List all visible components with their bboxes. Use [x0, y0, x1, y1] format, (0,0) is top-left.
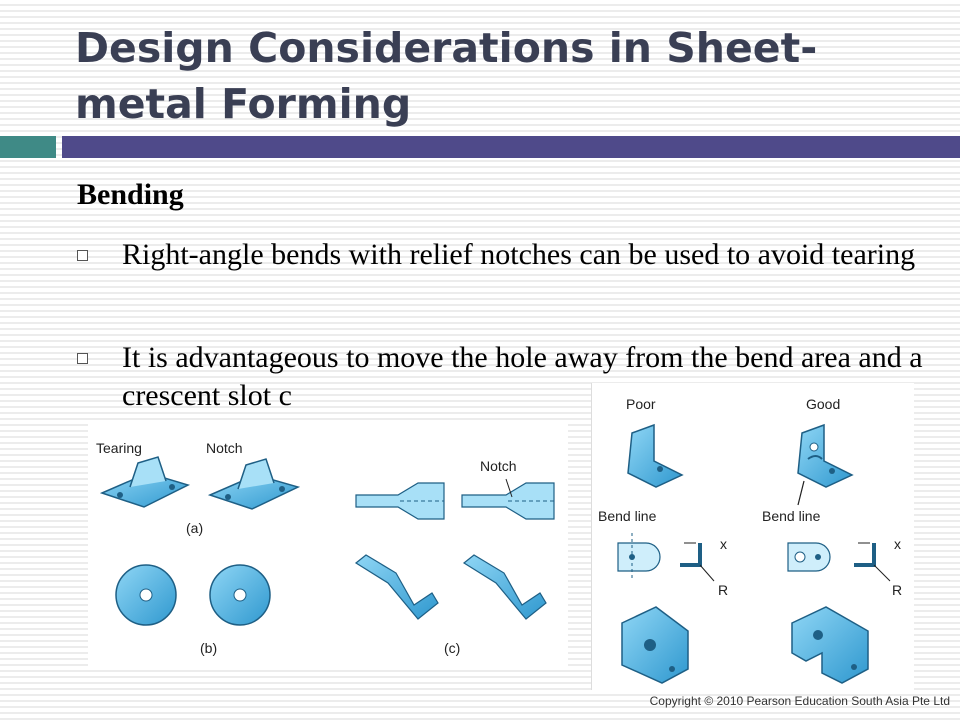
label-bend-line-2: Bend line — [762, 508, 821, 524]
bullet-item-1 — [77, 236, 937, 274]
flat-blank-notched — [462, 479, 554, 519]
label-notch-c: Notch — [480, 458, 517, 474]
slotted-disk-1 — [116, 565, 176, 625]
label-tearing: Tearing — [96, 440, 142, 456]
label-a: (a) — [186, 520, 204, 536]
bullet-square-icon — [77, 250, 88, 261]
label-good: Good — [806, 396, 841, 412]
good-flat-pattern — [788, 543, 830, 571]
torn-bracket-illustration — [102, 457, 188, 507]
bullet-square-icon — [77, 353, 88, 364]
section-heading: Bending — [77, 178, 184, 211]
notched-bracket-illustration — [210, 459, 298, 509]
label-r-2: R — [892, 582, 903, 598]
accent-bar-teal — [0, 136, 56, 158]
bending-relief-figure — [88, 423, 568, 670]
poor-bracket-illustration — [628, 425, 682, 487]
good-section-view — [854, 543, 890, 581]
label-b: (b) — [200, 640, 218, 656]
label-notch-a: Notch — [206, 440, 243, 456]
poor-section-view — [680, 543, 714, 581]
label-r-1: R — [718, 582, 729, 598]
bullet-text: It is advantageous to move the hole away from the bend area and a crescent slot c — [122, 341, 923, 412]
label-bend-line-1: Bend line — [598, 508, 657, 524]
good-bracket-illustration — [798, 425, 852, 505]
poor-flat-pattern — [618, 533, 660, 579]
good-bracket-large-illustration — [792, 607, 868, 683]
label-poor: Poor — [626, 396, 656, 412]
slotted-disk-2 — [210, 565, 270, 625]
copyright-notice: Copyright © 2010 Pearson Education South Asia Pte Ltd — [649, 694, 950, 708]
label-x-1: x — [720, 536, 727, 552]
formed-channel-1 — [356, 555, 438, 619]
label-c: (c) — [444, 640, 461, 656]
slide-title: Design Considerations in Sheet-metal Forming — [75, 24, 818, 128]
formed-channel-2 — [464, 555, 546, 619]
hole-placement-figure — [591, 383, 914, 690]
bullet-text: Right-angle bends with relief notches can be used to avoid tearing — [122, 238, 916, 271]
poor-bracket-large-illustration — [622, 607, 688, 683]
flat-blank-plain — [356, 483, 444, 519]
label-x-2: x — [894, 536, 901, 552]
accent-bar-purple — [62, 136, 960, 158]
